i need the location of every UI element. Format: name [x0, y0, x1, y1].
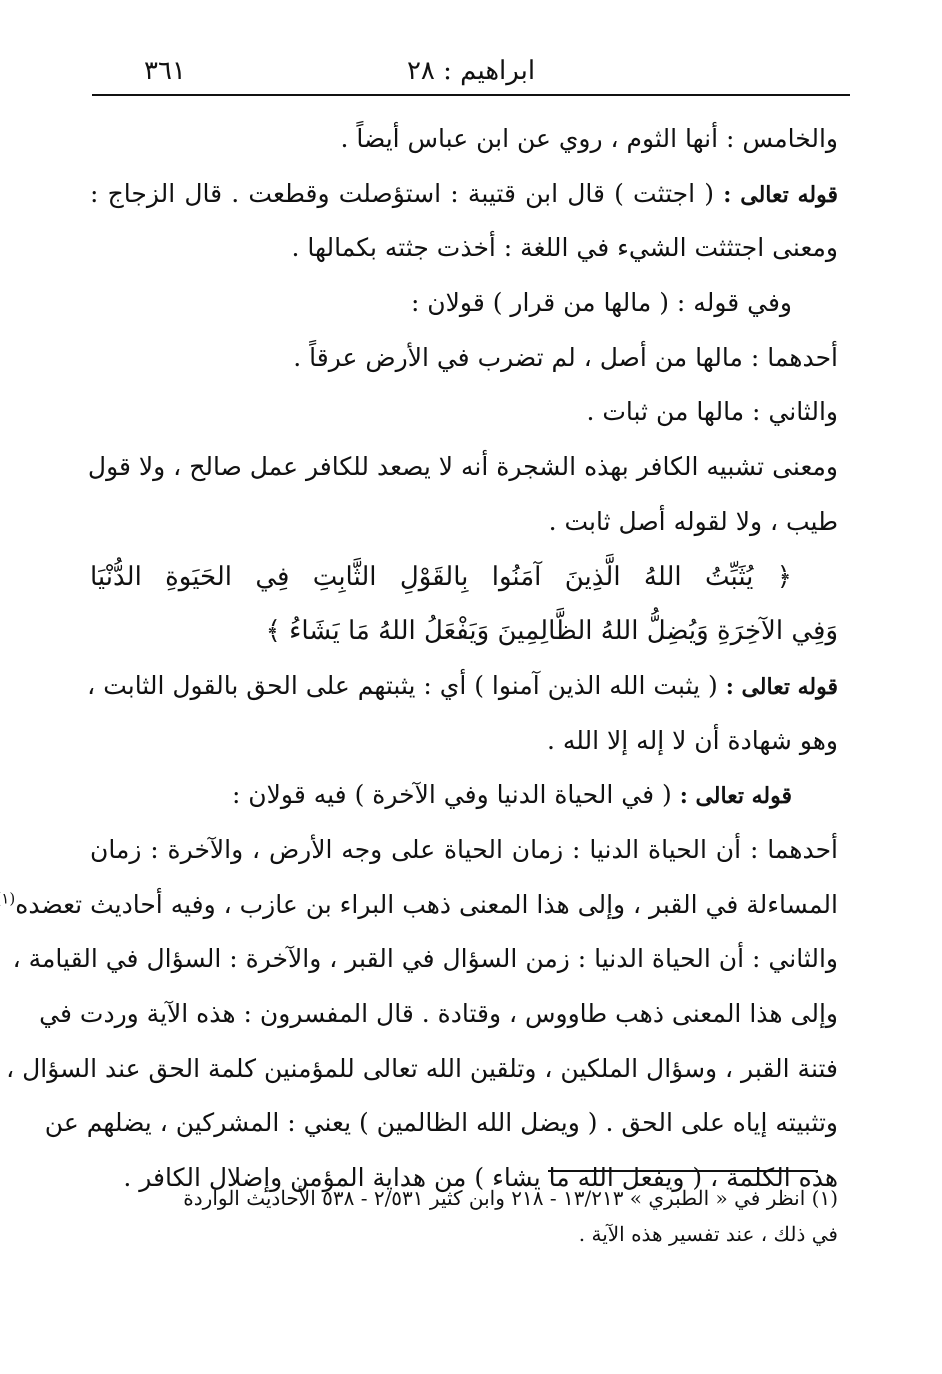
line-text: ( يثبت الله الذين آمنوا ) أي : يثبتهم على الحق بالقول الثابت ، [87, 670, 718, 700]
line-text: ( اجتثت ) قال ابن قتيبة : استؤصلت وقطعت . قال الزجاج : [90, 178, 715, 208]
text-line: وتثبيته إياه على الحق . ( ويضل الله الظالمين ) يعني : المشركين ، يضلهم عن [44, 1108, 838, 1138]
footnote-rule [548, 1170, 818, 1172]
quran-verse-line: وَفِي الآخِرَةِ وَيُضِلُّ اللهُ الظَّالِمِينَ وَيَفْعَلُ اللهُ مَا يَشَاءُ ﴾ [265, 616, 838, 647]
text-line: أحدهما : مالها من أصل ، لم تضرب في الأرض عرقاً . [293, 342, 838, 372]
footnote-marker[interactable]: (١ [1, 889, 16, 908]
text-line: وفي قوله : ( مالها من قرار ) قولان : [410, 288, 792, 318]
text-line: والثاني : أن الحياة الدنيا : زمن السؤال في القبر ، والآخرة : السؤال في القيامة ، [12, 944, 838, 974]
text-line [90, 167, 838, 222]
text-line: والخامس : أنها الثوم ، روي عن ابن عباس أيضاً . [340, 124, 838, 153]
footnote-line: (١) انظر في « الطبري » ١٣/٢١٣ - ٢١٨ وابن كثير ٢/٥٣١ - ٥٣٨ الأحاديث الواردة [183, 1186, 838, 1210]
page-number: ٣٦١ [144, 56, 186, 86]
running-header [92, 54, 850, 94]
surah-reference: ابراهيم : ٢٨ [406, 56, 536, 86]
text-line: فتنة القبر ، وسؤال الملكين ، وتلقين الله تعالى للمؤمنين كلمة الحق عند السؤال ، [6, 1053, 838, 1083]
header-rule [92, 94, 850, 96]
text-line: وهو شهادة أن لا إله إلا الله . [546, 725, 838, 755]
footnotes [90, 1180, 838, 1252]
line-text: ( في الحياة الدنيا وفي الآخرة ) فيه قولان : [231, 780, 672, 810]
main-text [1, 112, 838, 1206]
text-line [87, 659, 838, 714]
text-line: والثاني : مالها من ثبات . [586, 397, 838, 427]
commentary-lead: قوله تعالى : [679, 783, 792, 810]
text-line: طيب ، ولا لقوله أصل ثابت . [548, 506, 838, 536]
text-line: أحدهما : أن الحياة الدنيا : زمان الحياة على وجه الأرض ، والآخرة : زمان [90, 834, 838, 864]
text-line: وإلى هذا المعنى ذهب طاووس ، وقتادة . قال المفسرون : هذه الآية وردت في [39, 999, 838, 1028]
footnote-line: في ذلك ، عند تفسير هذه الآية . [578, 1222, 838, 1246]
text-line: ومعنى تشبيه الكافر بهذه الشجرة أنه لا يصعد للكافر عمل صالح ، ولا قول [87, 452, 838, 482]
commentary-lead: قوله تعالى : [725, 673, 838, 700]
text-line: ومعنى اجتثثت الشيء في اللغة : أخذت جثته بكمالها . [291, 233, 838, 263]
text-line [1, 878, 838, 933]
line-text: المساءلة في القبر ، وإلى هذا المعنى ذهب البراء بن عازب ، وفيه أحاديث تعضده [15, 889, 838, 919]
commentary-lead: قوله تعالى : [723, 181, 838, 208]
quran-verse-line: ﴿ يُثَبِّتُ اللهُ الَّذِينَ آمَنُوا بِالقَوْلِ الثَّابِتِ فِي الحَيَوةِ الدُّنْيَا [90, 561, 792, 592]
text-line [90, 768, 838, 823]
text-line: هذه الكلمة ، ( ويفعل الله ما يشاء ) من هداية المؤمن وإضلال الكافر . [123, 1163, 838, 1193]
